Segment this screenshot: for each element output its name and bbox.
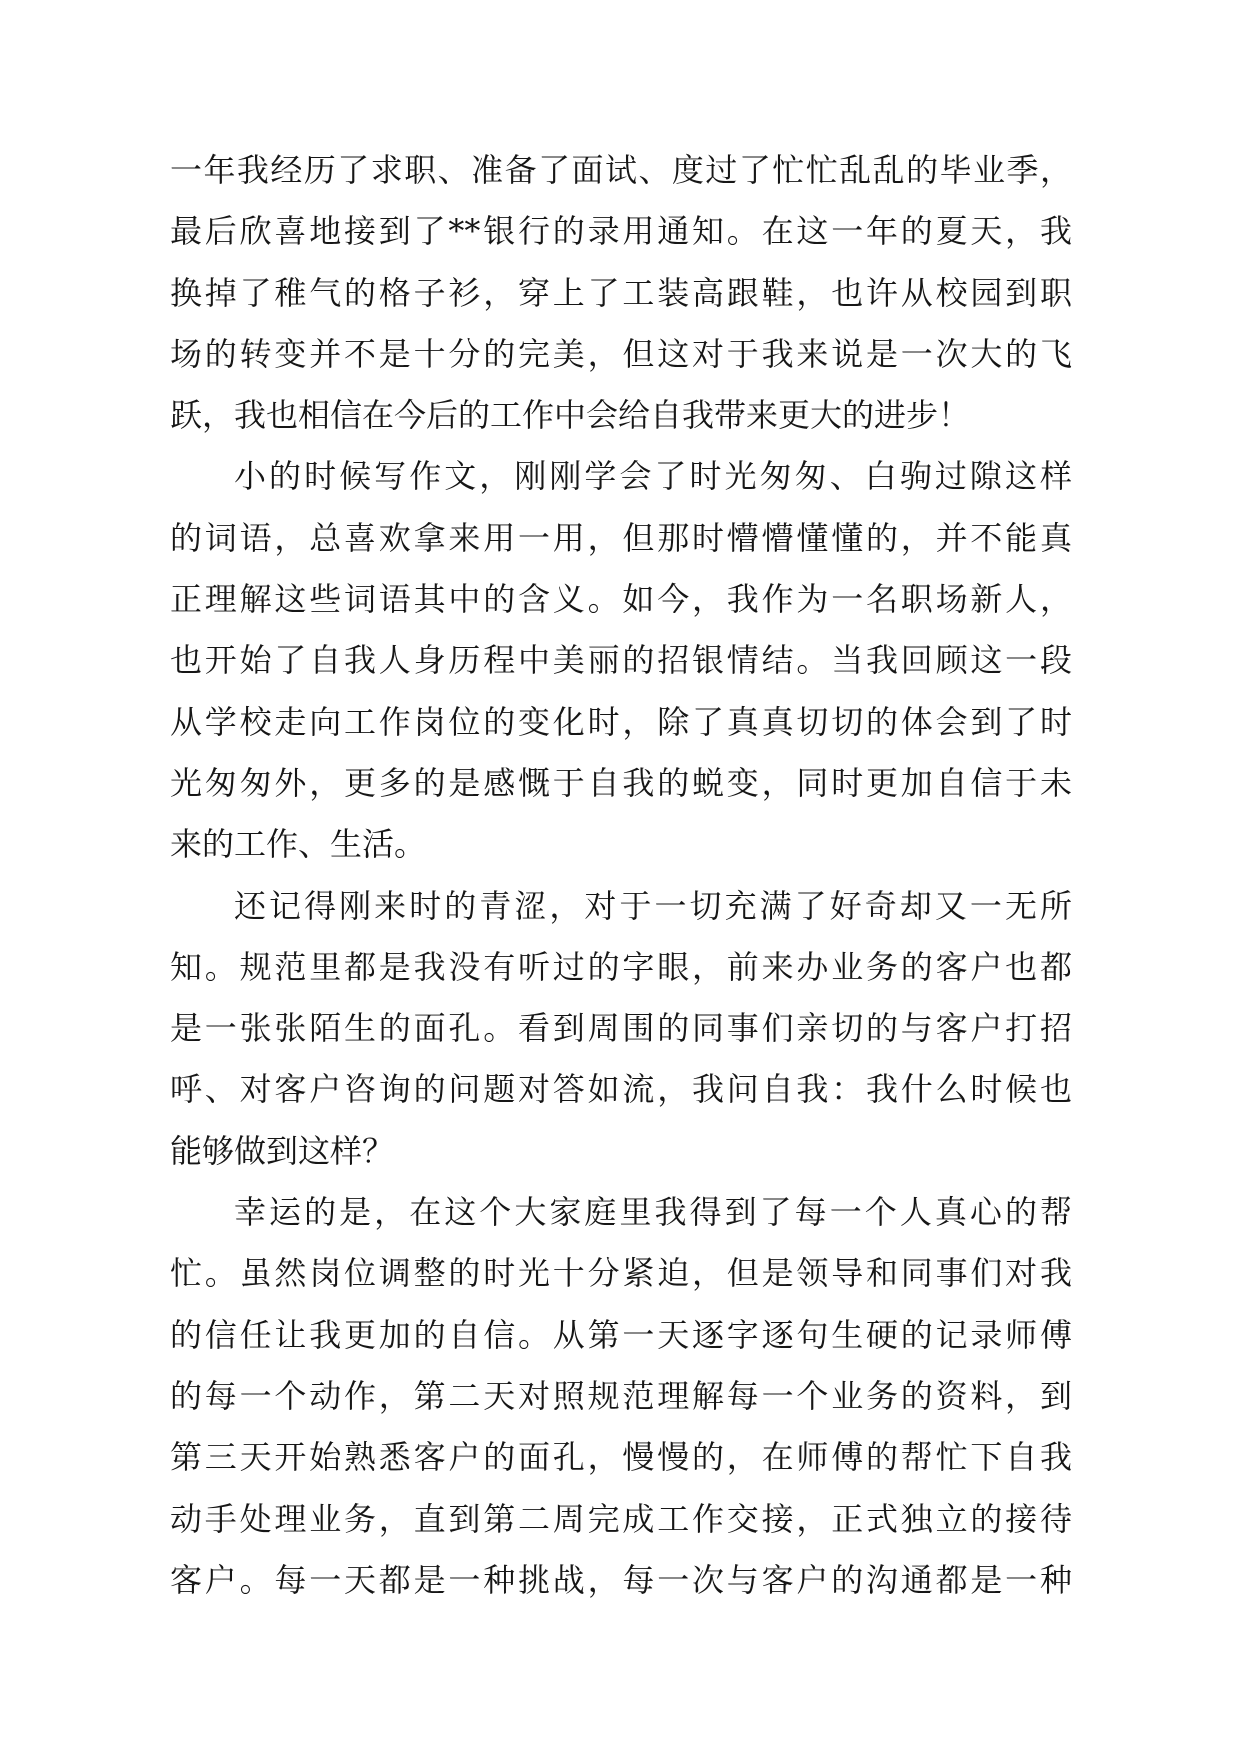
text-line: 知。规范里都是我没有听过的字眼，前来办业务的客户也都 [170, 947, 1072, 986]
text-line: 也开始了自我人身历程中美丽的招银情结。当我回顾这一段 [170, 641, 1072, 680]
paragraph-1 [170, 140, 1072, 446]
text-line: 的信任让我更加的自信。从第一天逐字逐句生硬的记录师傅 [170, 1315, 1072, 1354]
text-line: 能够做到这样？ [170, 1131, 395, 1170]
text-line: 光匆匆外，更多的是感慨于自我的蜕变，同时更加自信于未 [170, 763, 1072, 802]
paragraph-2 [170, 446, 1072, 875]
text-line: 幸运的是，在这个大家庭里我得到了每一个人真心的帮 [234, 1193, 1072, 1232]
text-line: 场的转变并不是十分的完美，但这对于我来说是一次大的飞 [170, 334, 1072, 373]
text-line: 的词语，总喜欢拿来用一用，但那时懵懵懂懂的，并不能真 [170, 518, 1072, 557]
text-line: 呼、对客户咨询的问题对答如流，我问自我：我什么时候也 [170, 1070, 1072, 1109]
text-line: 从学校走向工作岗位的变化时，除了真真切切的体会到了时 [170, 702, 1072, 741]
text-line: 动手处理业务，直到第二周完成工作交接，正式独立的接待 [170, 1499, 1072, 1538]
text-line: 换掉了稚气的格子衫，穿上了工装高跟鞋，也许从校园到职 [170, 273, 1072, 312]
text-line: 的每一个动作，第二天对照规范理解每一个业务的资料，到 [170, 1376, 1072, 1415]
text-line: 来的工作、生活。 [170, 825, 427, 864]
text-line: 最后欣喜地接到了**银行的录用通知。在这一年的夏天，我 [170, 212, 1072, 251]
text-line: 还记得刚来时的青涩，对于一切充满了好奇却又一无所 [234, 886, 1072, 925]
text-line: 第三天开始熟悉客户的面孔，慢慢的，在师傅的帮忙下自我 [170, 1438, 1072, 1477]
text-line: 跃，我也相信在今后的工作中会给自我带来更大的进步！ [170, 396, 971, 435]
body-text [170, 140, 1072, 1611]
paragraph-4 [170, 1182, 1072, 1611]
text-line: 忙。虽然岗位调整的时光十分紧迫，但是领导和同事们对我 [170, 1254, 1072, 1293]
paragraph-3 [170, 876, 1072, 1182]
text-line: 小的时候写作文，刚刚学会了时光匆匆、白驹过隙这样 [234, 457, 1072, 496]
text-line: 一年我经历了求职、准备了面试、度过了忙忙乱乱的毕业季， [170, 151, 1072, 189]
text-line: 是一张张陌生的面孔。看到周围的同事们亲切的与客户打招 [170, 1009, 1072, 1048]
text-line: 正理解这些词语其中的含义。如今，我作为一名职场新人， [170, 580, 1072, 619]
text-line: 客户。每一天都是一种挑战，每一次与客户的沟通都是一种 [170, 1560, 1072, 1599]
